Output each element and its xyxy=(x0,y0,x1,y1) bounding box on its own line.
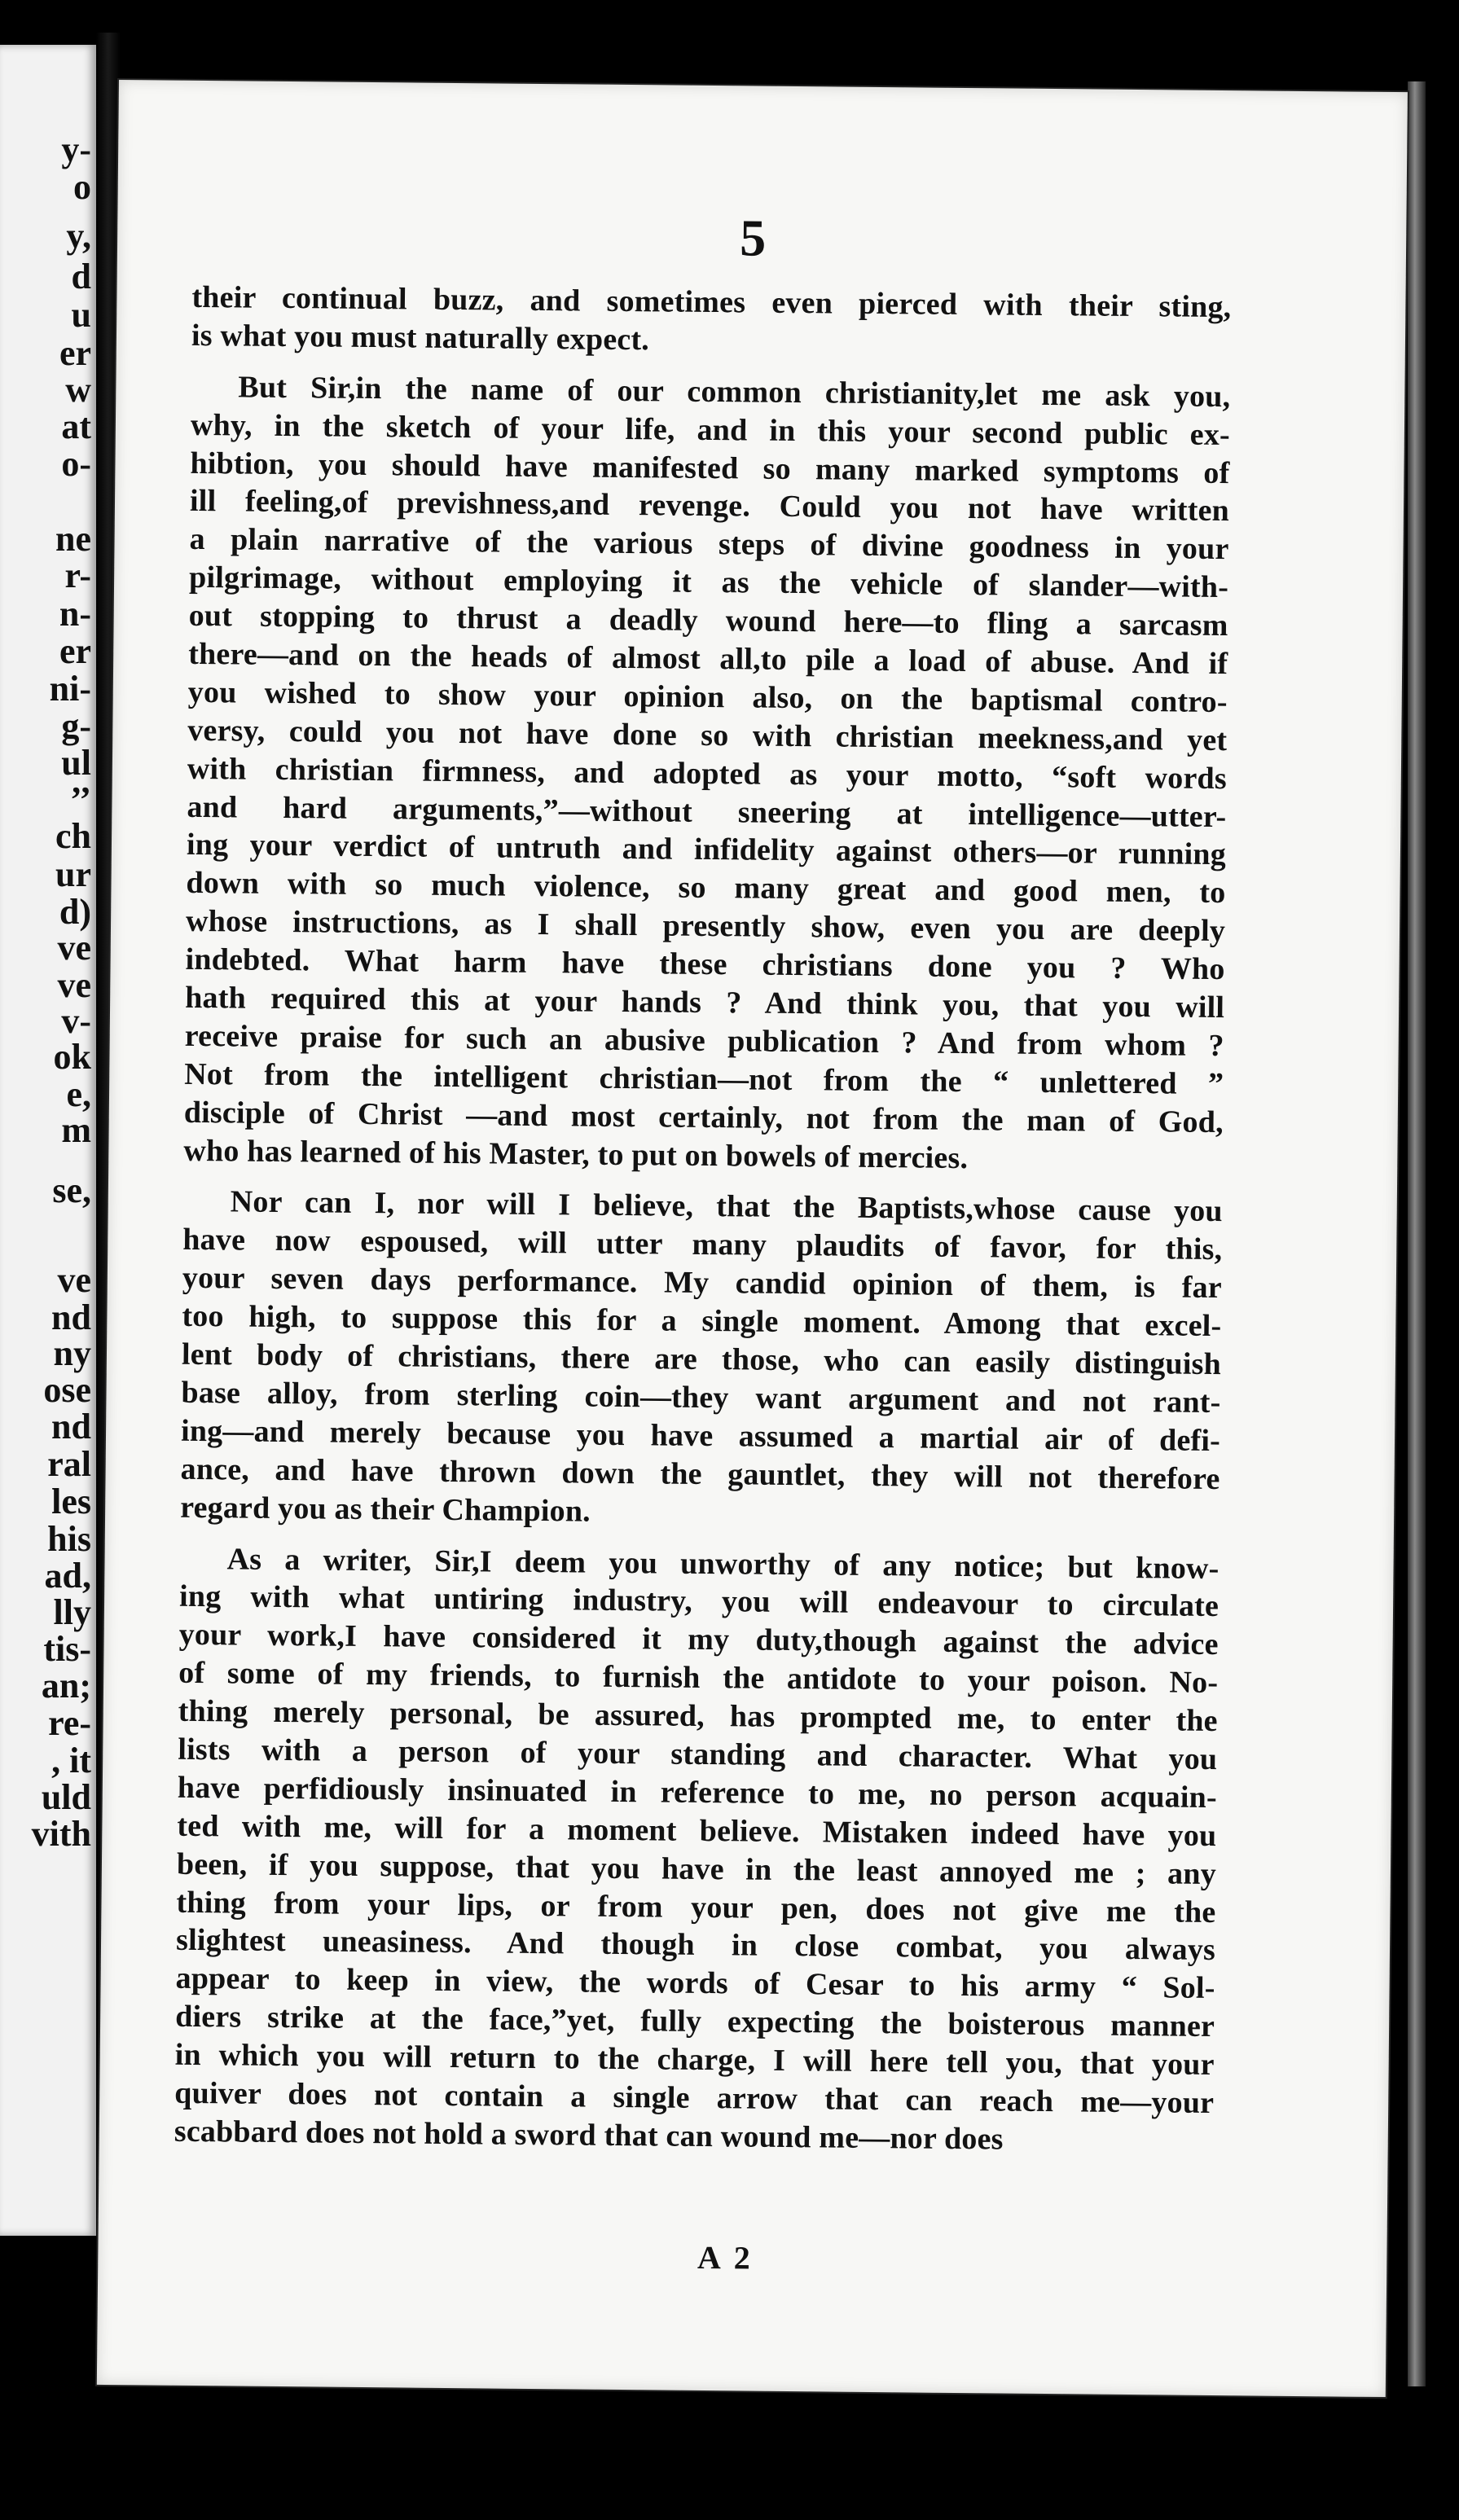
text-line: thing from your lips, or from your pen, does not give me the xyxy=(176,1885,1216,1930)
text-line: ted with me, will for a moment believe. Mistaken indeed have you xyxy=(177,1808,1217,1853)
facing-page-line-fragment: ny xyxy=(53,1333,91,1373)
text-line: versy, could you not have done so with christian meekness,and yet xyxy=(187,713,1228,757)
text-line: ill feeling,of previshness,and revenge. Could you not have written xyxy=(189,484,1230,529)
facing-page-line-fragment: u xyxy=(71,295,91,335)
text-line: diers strike at the face,”yet, fully expecting the boisterous manner xyxy=(174,1999,1215,2044)
text-line: too high, to suppose this for a single moment. Among that excel- xyxy=(182,1298,1222,1344)
facing-page-line-fragment: ve xyxy=(57,1260,91,1300)
text-line: have perfidiously insinuated in reference to me, no person acquain- xyxy=(177,1770,1218,1815)
facing-page-line-fragment: at xyxy=(61,406,91,446)
facing-page-line-fragment: nd xyxy=(51,1297,91,1337)
facing-page-line-fragment: his xyxy=(47,1519,91,1559)
text-line: But Sir,in the name of our common christianity,let me ask you, xyxy=(238,370,1231,414)
facing-page-line-fragment: se, xyxy=(52,1170,91,1210)
facing-page-line-fragment: ne xyxy=(55,519,91,559)
text-line: ing your verdict of untruth and infidelity against others—or running xyxy=(186,828,1227,872)
facing-page-line-fragment: ve xyxy=(57,928,91,968)
facing-page-line-fragment: tis- xyxy=(43,1629,91,1669)
text-line: your seven days performance. My candid opinion of them, is far xyxy=(182,1261,1223,1306)
text-line: quiver does not contain a single arrow that can reach me—your xyxy=(174,2075,1215,2120)
facing-page-line-fragment: ve xyxy=(57,965,91,1005)
facing-page-line-fragment: ul xyxy=(61,743,91,783)
text-line: is what you must naturally expect. xyxy=(191,318,650,358)
text-line: there—and on the heads of almost all,to pile a load of abuse. And if xyxy=(188,636,1228,682)
facing-page-line-fragment: e, xyxy=(66,1074,91,1114)
facing-page-line-fragment: re- xyxy=(48,1703,91,1743)
facing-page-line-fragment: d) xyxy=(59,892,91,932)
facing-page-line-fragment: ch xyxy=(55,816,91,856)
facing-page-line-fragment: y, xyxy=(66,216,91,256)
text-line: been, if you suppose, that you have in the least annoyed me ; any xyxy=(176,1846,1217,1891)
facing-page-line-fragment: m xyxy=(61,1110,91,1150)
facing-page-line-fragment: les xyxy=(51,1482,91,1521)
text-line: regard you as their Champion. xyxy=(179,1490,591,1529)
page-body-text xyxy=(174,279,1232,2161)
facing-page-fragment xyxy=(0,45,96,2236)
page-number: 5 xyxy=(739,209,767,267)
text-line: of some of my friends, to furnish the antidote to your poison. No- xyxy=(178,1655,1219,1701)
text-line: Nor can I, nor will I believe, that the Baptists,whose cause you xyxy=(230,1184,1223,1229)
text-line: ing—and merely because you have assumed a martial air of defi- xyxy=(180,1413,1221,1458)
text-line: indebted. What harm have these christians done you ? Who xyxy=(185,942,1225,987)
facing-page-line-fragment: ok xyxy=(53,1037,91,1077)
facing-page-line-fragment: nd xyxy=(51,1407,91,1447)
text-line: your work,I have considered it my duty,though against the advice xyxy=(178,1618,1219,1662)
facing-page-line-fragment: w xyxy=(65,370,91,410)
facing-page-line-fragment: er xyxy=(59,631,91,671)
text-line: out stopping to thrust a deadly wound here—to fling a sarcasm xyxy=(188,598,1228,643)
facing-page-line-fragment: , it xyxy=(51,1741,91,1780)
text-line: receive praise for such an abusive publication ? And from whom ? xyxy=(184,1018,1224,1063)
signature-mark: A 2 xyxy=(697,2238,754,2276)
text-line: Not from the intelligent christian—not from the “ unlettered ” xyxy=(184,1056,1224,1101)
book-page xyxy=(97,80,1408,2397)
facing-page-line-fragment: vith xyxy=(31,1814,91,1854)
text-line: As a writer, Sir,I deem you unworthy of any notice; but know- xyxy=(226,1541,1219,1586)
text-line: ing with what untiring industry, you will endeavour to circulate xyxy=(178,1579,1219,1624)
text-line: slightest uneasiness. And though in close combat, you always xyxy=(175,1923,1216,1968)
facing-page-line-fragment: d xyxy=(71,257,91,296)
text-line: in which you will return to the charge, I will here tell you, that your xyxy=(174,2037,1215,2083)
facing-page-line-fragment: ose xyxy=(43,1370,91,1410)
text-line: lent body of christians, there are those, who can easily distinguish xyxy=(181,1337,1222,1382)
facing-page-line-fragment: ral xyxy=(47,1444,91,1484)
facing-page-line-fragment: o xyxy=(73,167,91,207)
facing-page-line-fragment: lly xyxy=(53,1592,91,1632)
text-line: whose instructions, as I shall presently show, even you are deeply xyxy=(185,904,1226,949)
text-line: appear to keep in view, the words of Cesar to his army “ Sol- xyxy=(175,1961,1215,2006)
facing-page-line-fragment: n- xyxy=(59,594,91,634)
facing-page-line-fragment: ad, xyxy=(44,1556,91,1596)
text-line: scabbard does not hold a sword that can wound me—nor does xyxy=(174,2114,1004,2157)
text-line: base alloy, from sterling coin—they want argument and not rant- xyxy=(181,1375,1221,1420)
text-line: you wished to show your opinion also, on the baptismal contro- xyxy=(187,674,1228,720)
facing-page-line-fragment: ’’ xyxy=(69,779,91,819)
text-line: ance, and have thrown down the gauntlet, they will not therefore xyxy=(180,1451,1220,1496)
page-edge xyxy=(1408,81,1426,2386)
text-line: hibtion, you should have manifested so many marked symptoms of xyxy=(190,446,1230,490)
text-line: thing merely personal, be assured, has prompted me, to enter the xyxy=(178,1693,1218,1739)
facing-page-line-fragment: ni- xyxy=(49,669,91,709)
text-line: have now espoused, will utter many plaudits of favor, for this, xyxy=(182,1223,1223,1267)
facing-page-line-fragment: g- xyxy=(61,706,91,746)
text-line: a plain narrative of the various steps of divine goodness in your xyxy=(189,522,1229,567)
facing-page-line-fragment: y- xyxy=(61,130,91,169)
text-line: lists with a person of your standing and character. What you xyxy=(178,1732,1218,1776)
text-line: and hard arguments,”—without sneering at intelligence—utter- xyxy=(187,789,1227,834)
text-line: their continual buzz, and sometimes even pierced with their sting, xyxy=(191,279,1232,325)
text-line: hath required this at your hands ? And think you, that you will xyxy=(184,980,1225,1025)
facing-page-line-fragment: v- xyxy=(61,1001,91,1041)
text-line: pilgrimage, without employing it as the vehicle of slander—with- xyxy=(188,560,1229,605)
facing-page-line-fragment: o- xyxy=(61,444,91,484)
text-line: disciple of Christ —and most certainly, not from the man of God, xyxy=(183,1095,1224,1139)
text-line: who has learned of his Master, to put on bowels of mercies. xyxy=(183,1133,969,1175)
text-line: why, in the sketch of your life, and in this your second public ex- xyxy=(190,407,1231,452)
facing-page-line-fragment: ur xyxy=(55,854,91,894)
facing-page-line-fragment: r- xyxy=(64,555,91,595)
facing-page-line-fragment: an; xyxy=(41,1666,91,1706)
text-line: down with so much violence, so many great and good men, to xyxy=(186,866,1226,911)
text-line: with christian firmness, and adopted as your motto, “soft words xyxy=(187,751,1228,796)
facing-page-line-fragment: er xyxy=(59,333,91,373)
facing-page-line-fragment: uld xyxy=(41,1777,91,1817)
